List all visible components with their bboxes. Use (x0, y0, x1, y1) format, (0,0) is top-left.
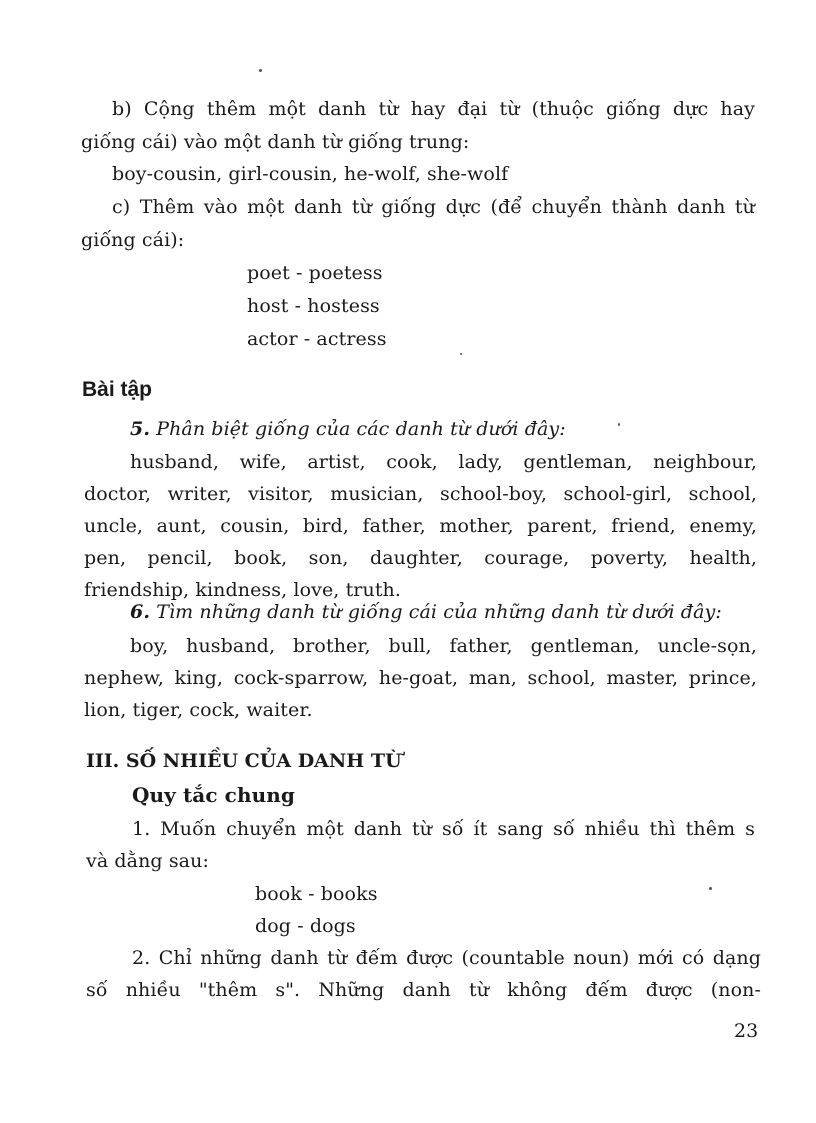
rule-b-line-2: giống cái) vào một danh từ giống trung: (81, 131, 470, 153)
exercise-6-line: boy, husband, brother, bull, father, gentleman, uncle-sọn, (130, 635, 757, 657)
plural-rule-2-line-1: 2. Chỉ những danh từ đếm được (countable noun) mới có dạng (132, 947, 761, 969)
exercise-5-line: husband, wife, artist, cook, lady, gentleman, neighbour, (130, 451, 757, 473)
section-title: III. SỐ NHIỀU CỦA DANH TỪ (86, 750, 402, 772)
exercise-6-text: Tìm những danh từ giống cái của những danh từ dưới đây: (156, 601, 722, 623)
speck (709, 887, 712, 890)
exercise-6-line: lion, tiger, cock, waiter. (84, 699, 313, 721)
rule-c-line-1: c) Thêm vào một danh từ giống dực (để chuyển thành danh từ (112, 196, 755, 218)
exercise-5-line: friendship, kindness, love, truth. (84, 579, 402, 601)
exercise-6-number: 6. (130, 601, 151, 623)
plural-rule-1-line-1: 1. Muốn chuyển một danh từ số ít sang số nhiều thì thêm s (132, 818, 755, 840)
example-item: actor - actress (247, 328, 387, 350)
example-item: dog - dogs (255, 915, 356, 937)
exercise-5-line: doctor, writer, visitor, musician, school-boy, school-girl, school, (84, 483, 757, 505)
speck (460, 353, 462, 355)
rule-b-examples: boy-cousin, girl-cousin, he-wolf, she-wolf (112, 163, 509, 185)
speck (259, 69, 262, 72)
exercises-heading: Bài tập (82, 378, 153, 401)
rule-b-line-1: b) Cộng thêm một danh từ hay đại từ (thuộc giống dực hay (112, 98, 755, 120)
exercise-5-prompt (130, 417, 566, 441)
exercise-6-prompt (130, 600, 722, 624)
example-item: host - hostess (247, 295, 380, 317)
speck (618, 423, 620, 426)
plural-rule-1-line-2: và dằng sau: (86, 850, 209, 872)
section-subtitle: Quy tắc chung (132, 783, 295, 807)
plural-rule-2-line-2: số nhiều "thêm s". Những danh từ không đếm được (non- (86, 979, 761, 1001)
rule-c-line-2: giống cái): (81, 229, 185, 251)
exercise-5-line: pen, pencil, book, son, daughter, courage, poverty, health, (84, 547, 757, 569)
example-item: book - books (255, 883, 378, 905)
exercise-6-line: nephew, king, cock-sparrow, he-goat, man, school, master, prince, (84, 667, 757, 689)
page-number: 23 (734, 1020, 759, 1042)
example-item: poet - poetess (247, 262, 383, 284)
exercise-5-number: 5. (130, 418, 151, 440)
exercise-5-text: Phân biệt giống của các danh từ dưới đây: (156, 418, 566, 440)
exercise-5-line: uncle, aunt, cousin, bird, father, mother, parent, friend, enemy, (84, 515, 757, 537)
